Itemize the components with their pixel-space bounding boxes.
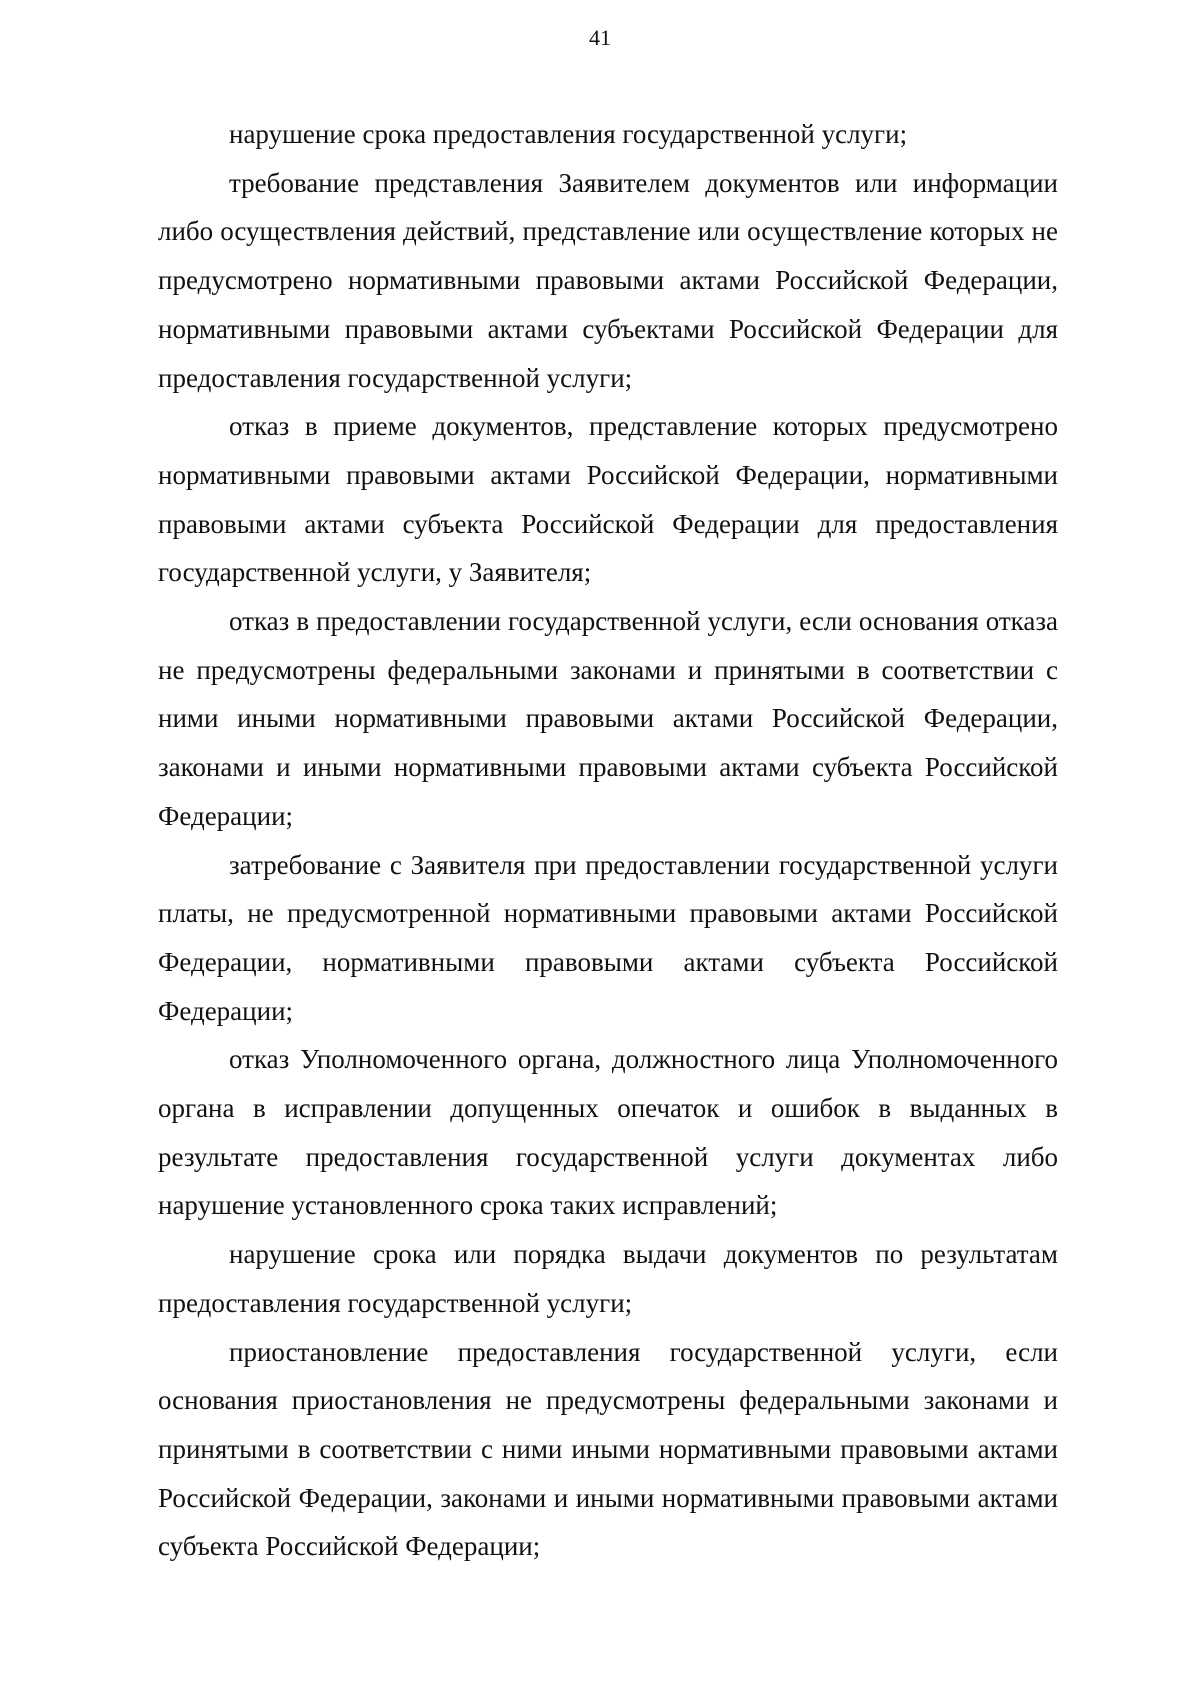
paragraph-2: требование представления Заявителем документов или информации либо осуществления действий, представление или осуществление которых не предусмотрено нормативными правовыми актами Российской Федерации, нормативными правовыми актами субъектами Российской Федерации для предоставления государственной услуги;: [158, 167, 1058, 393]
paragraph-8: приостановление предоставления государственной услуги, если основания приостановления не предусмотрены федеральными законами и принятыми в соответствии с ними иными нормативными правовыми актами Российской Федерации, законами и иными нормативными правовыми актами субъекта Российской Федерации;: [158, 1336, 1058, 1562]
paragraph-7: нарушение срока или порядка выдачи документов по результатам предоставления государственной услуги;: [158, 1239, 1058, 1318]
paragraph-3: отказ в приеме документов, представление которых предусмотрено нормативными правовыми актами Российской Федерации, нормативными правовыми актами субъекта Российской Федерации для предоставления государственной услуги, у Заявителя;: [158, 411, 1058, 588]
paragraph-1: нарушение срока предоставления государственной услуги;: [229, 119, 908, 149]
paragraph-4: отказ в предоставлении государственной услуги, если основания отказа не предусмотрены федеральными законами и принятыми в соответствии с ними иными нормативными правовыми актами Российской Федерации, законами и иными нормативными правовыми актами субъекта Российской Федерации;: [158, 606, 1058, 831]
paragraph-6: отказ Уполномоченного органа, должностного лица Уполномоченного органа в исправлении допущенных опечаток и ошибок в выданных в результате предоставления государственной услуги документах либо нарушение установленного срока таких исправлений;: [158, 1044, 1058, 1221]
document-body: [158, 110, 1058, 1571]
page-number: 41: [589, 25, 611, 50]
paragraph-5: затребование с Заявителя при предоставлении государственной услуги платы, не предусмотренной нормативными правовыми актами Российской Федерации, нормативными правовыми актами субъекта Российской Федерации;: [158, 849, 1058, 1026]
